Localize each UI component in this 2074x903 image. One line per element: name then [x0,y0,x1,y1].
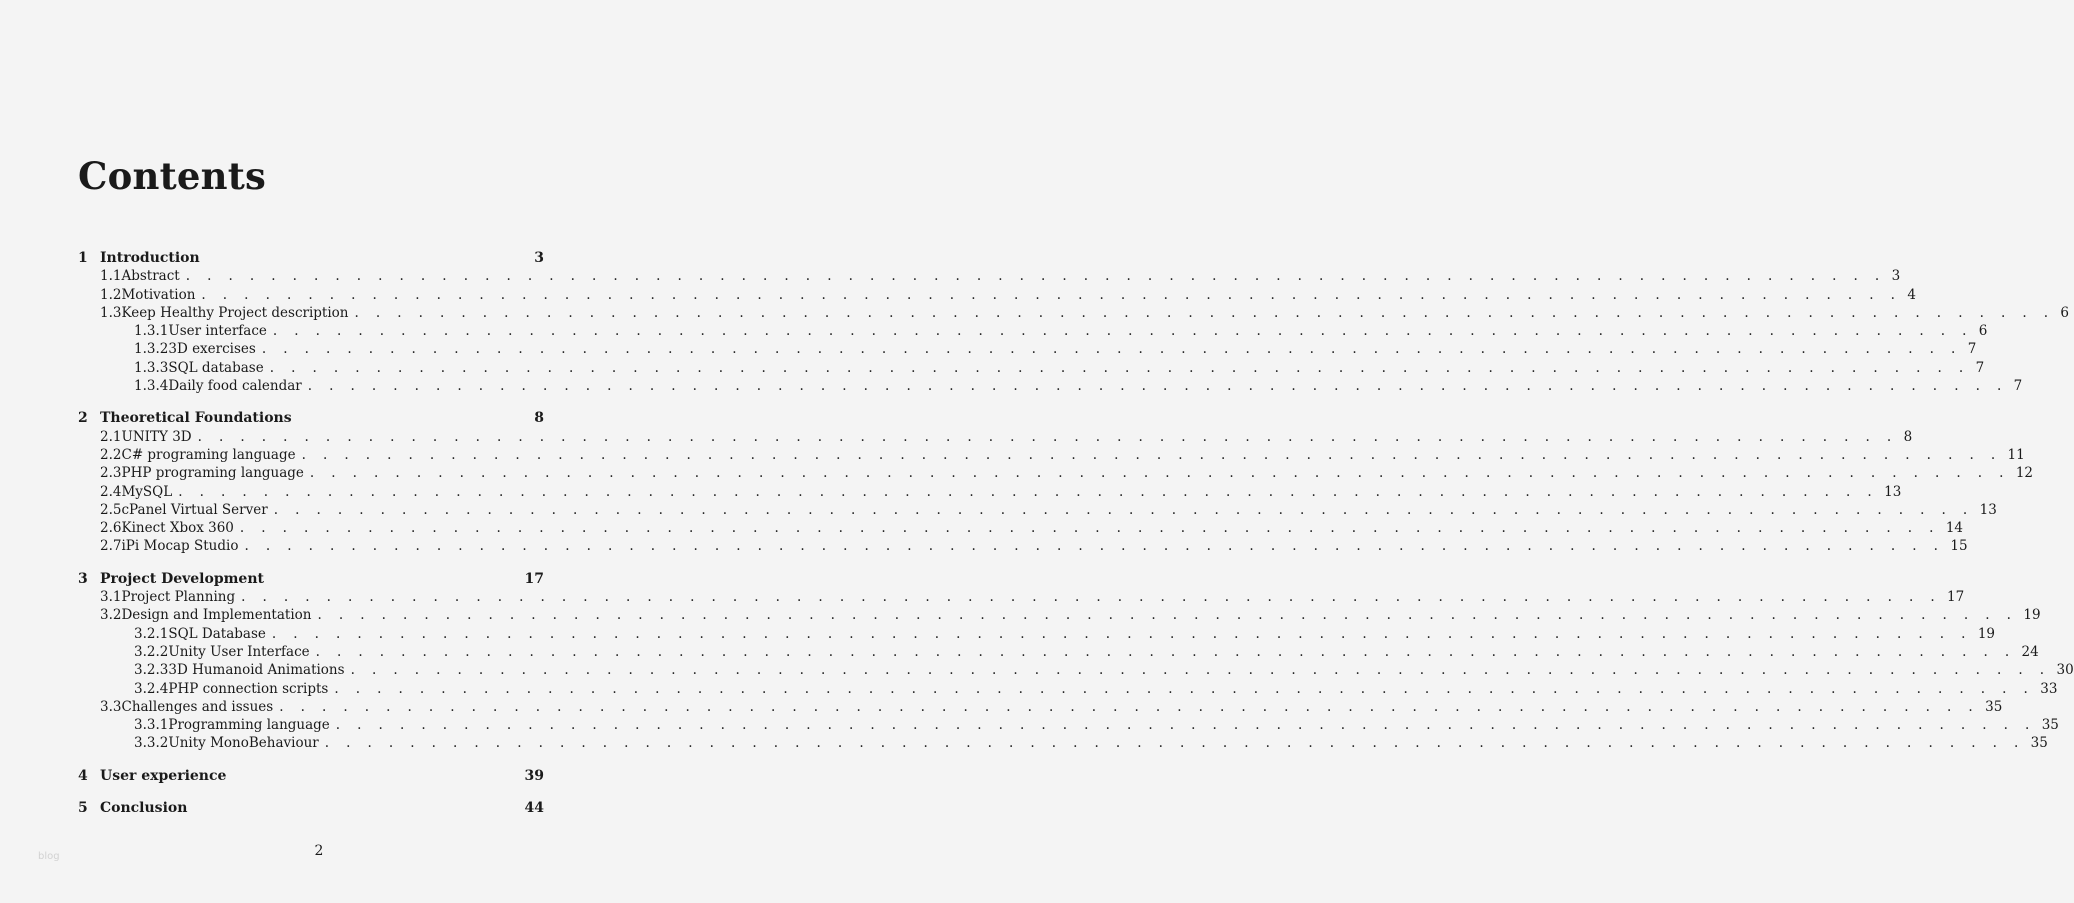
toc-chapter[interactable] [78,409,544,427]
entry-number: 3.2.3 [134,662,169,679]
entry-title: iPi Mocap Studio [121,538,239,555]
entry-page: 6 [2060,304,2070,321]
entry-title: Programming language [168,717,330,734]
entry-page: 6 [1978,323,1988,340]
entry-number: 2.2 [100,446,122,463]
chapter-number: 5 [78,800,88,817]
chapter-number: 3 [78,570,88,587]
entry-page: 11 [2007,446,2025,463]
entry-page: 35 [2030,735,2048,752]
toc-section[interactable] [78,519,1964,537]
entry-page: 24 [2021,643,2039,660]
dot-leader: . . . . . . . . . . . . . . . . . . . . . . . . . . . . . . . . . . . . . . . . . . . . . . . . . . . . . . . . . . . . . . . . . . . . . . . . . . . . . . . . [307,378,2008,395]
entry-page: 15 [1950,538,1968,555]
entry-title: Abstract [121,268,180,285]
toc-section[interactable] [78,483,1902,501]
entry-page: 7 [1967,341,1977,358]
toc-section[interactable] [78,304,2070,322]
chapter-gap [78,395,544,409]
toc-section[interactable] [78,606,2041,624]
page-number: 2 [314,843,324,859]
dot-leader: . . . . . . . . . . . . . . . . . . . . . . . . . . . . . . . . . . . . . . . . . . . . . . . . . . . . . . . . . . . . . . . . . . . . . . . . . . . . . . . . [354,304,2055,321]
dot-leader: . . . . . . . . . . . . . . . . . . . . . . . . . . . . . . . . . . . . . . . . . . . . . . . . . . . . . . . . . . . . . . . . . . . . . . . . . . . . . . . . [244,538,1945,555]
entry-page: 19 [2023,607,2041,624]
entry-number: 2.5 [100,501,122,518]
toc-subsection[interactable] [78,734,2048,752]
entry-number: 1.3 [100,304,122,321]
toc-section[interactable] [78,698,2003,716]
entry-title: Kinect Xbox 360 [121,520,234,537]
entry-page: 33 [2040,680,2058,697]
chapter-title: Conclusion [100,800,188,817]
entry-number: 2.3 [100,465,122,482]
toc-chapter[interactable] [78,799,544,817]
page-title: Contents [78,154,267,198]
toc-section[interactable] [78,537,1968,555]
dot-leader: . . . . . . . . . . . . . . . . . . . . . . . . . . . . . . . . . . . . . . . . . . . . . . . . . . . . . . . . . . . . . . . . . . . . . . . . . . . . . . . . [197,428,1898,445]
dot-leader: . . . . . . . . . . . . . . . . . . . . . . . . . . . . . . . . . . . . . . . . . . . . . . . . . . . . . . . . . . . . . . . . . . . . . . . . . . . . . . . . [201,286,1902,303]
chapter-page: 17 [524,570,544,587]
entry-number: 2.7 [100,538,122,555]
toc-chapter[interactable] [78,249,544,267]
dot-leader: . . . . . . . . . . . . . . . . . . . . . . . . . . . . . . . . . . . . . . . . . . . . . . . . . . . . . . . . . . . . . . . . . . . . . . . . . . . . . . . . [301,446,2002,463]
entry-title: Keep Healthy Project description [121,304,349,321]
toc-subsection[interactable] [78,716,2059,734]
chapter-gap [78,785,544,799]
entry-number: 1.3.2 [134,341,169,358]
toc-subsection[interactable] [78,625,1995,643]
entry-title: Unity MonoBehaviour [168,735,319,752]
entry-number: 2.6 [100,520,122,537]
toc-subsection[interactable] [78,643,2039,661]
toc-section[interactable] [78,501,1997,519]
dot-leader: . . . . . . . . . . . . . . . . . . . . . . . . . . . . . . . . . . . . . . . . . . . . . . . . . . . . . . . . . . . . . . . . . . . . . . . . . . . . . . . . [334,680,2035,697]
dot-leader: . . . . . . . . . . . . . . . . . . . . . . . . . . . . . . . . . . . . . . . . . . . . . . . . . . . . . . . . . . . . . . . . . . . . . . . . . . . . . . . . [178,483,1879,500]
dot-leader: . . . . . . . . . . . . . . . . . . . . . . . . . . . . . . . . . . . . . . . . . . . . . . . . . . . . . . . . . . . . . . . . . . . . . . . . . . . . . . . . [269,359,1970,376]
entry-title: Challenges and issues [121,698,274,715]
toc-section[interactable] [78,464,2034,482]
entry-title: Project Planning [121,589,236,606]
entry-page: 8 [1903,428,1913,445]
entry-number: 3.2.1 [134,625,169,642]
chapter-title: User experience [100,767,227,784]
chapter-gap [78,556,544,570]
dot-leader: . . . . . . . . . . . . . . . . . . . . . . . . . . . . . . . . . . . . . . . . . . . . . . . . . . . . . . . . . . . . . . . . . . . . . . . . . . . . . . . . [335,717,2036,734]
entry-page: 35 [2041,717,2059,734]
toc-section[interactable] [78,588,1965,606]
toc-subsection[interactable] [78,340,1977,358]
toc-subsection[interactable] [78,322,1988,340]
entry-number: 2.1 [100,428,122,445]
dot-leader: . . . . . . . . . . . . . . . . . . . . . . . . . . . . . . . . . . . . . . . . . . . . . . . . . . . . . . . . . . . . . . . . . . . . . . . . . . . . . . . . [271,625,1972,642]
entry-number: 3.2.2 [134,643,169,660]
entry-number: 3.2.4 [134,680,169,697]
entry-page: 35 [1985,698,2003,715]
entry-title: PHP connection scripts [168,680,329,697]
entry-page: 13 [1884,483,1902,500]
entry-title: PHP programing language [121,465,304,482]
dot-leader: . . . . . . . . . . . . . . . . . . . . . . . . . . . . . . . . . . . . . . . . . . . . . . . . . . . . . . . . . . . . . . . . . . . . . . . . . . . . . . . . [272,323,1973,340]
toc-section[interactable] [78,267,1901,285]
entry-number: 1.3.3 [134,359,169,376]
entry-page: 13 [1979,501,1997,518]
toc-subsection[interactable] [78,680,2058,698]
entry-title: Motivation [121,286,196,303]
entry-number: 3.3 [100,698,122,715]
chapter-title: Project Development [100,570,264,587]
dot-leader: . . . . . . . . . . . . . . . . . . . . . . . . . . . . . . . . . . . . . . . . . . . . . . . . . . . . . . . . . . . . . . . . . . . . . . . . . . . . . . . . [279,698,1980,715]
entry-number: 3.1 [100,589,122,606]
dot-leader: . . . . . . . . . . . . . . . . . . . . . . . . . . . . . . . . . . . . . . . . . . . . . . . . . . . . . . . . . . . . . . . . . . . . . . . . . . . . . . . . [324,735,2025,752]
entry-title: C# programing language [121,446,296,463]
chapter-number: 2 [78,410,88,427]
chapter-page: 3 [534,250,544,266]
toc-subsection[interactable] [78,377,2023,395]
entry-title: SQL database [168,359,264,376]
entry-number: 1.1 [100,268,122,285]
dot-leader: . . . . . . . . . . . . . . . . . . . . . . . . . . . . . . . . . . . . . . . . . . . . . . . . . . . . . . . . . . . . . . . . . . . . . . . . . . . . . . . . [309,465,2010,482]
entry-title: SQL Database [168,625,266,642]
entry-page: 7 [1975,359,1985,376]
entry-title: MySQL [121,483,173,500]
dot-leader: . . . . . . . . . . . . . . . . . . . . . . . . . . . . . . . . . . . . . . . . . . . . . . . . . . . . . . . . . . . . . . . . . . . . . . . . . . . . . . . . [317,607,2018,624]
chapter-number: 1 [78,250,88,266]
entry-number: 3.3.2 [134,735,169,752]
chapter-page: 39 [524,767,544,784]
entry-page: 30 [2056,662,2074,679]
entry-number: 1.3.4 [134,378,169,395]
entry-page: 19 [1977,625,1995,642]
dot-leader: . . . . . . . . . . . . . . . . . . . . . . . . . . . . . . . . . . . . . . . . . . . . . . . . . . . . . . . . . . . . . . . . . . . . . . . . . . . . . . . . [261,341,1962,358]
chapter-page: 44 [524,800,544,817]
watermark: blog [38,851,60,862]
chapter-title: Theoretical Foundations [100,410,292,427]
entry-title: cPanel Virtual Server [121,501,268,518]
entry-number: 1.3.1 [134,323,169,340]
dot-leader: . . . . . . . . . . . . . . . . . . . . . . . . . . . . . . . . . . . . . . . . . . . . . . . . . . . . . . . . . . . . . . . . . . . . . . . . . . . . . . . . [350,662,2051,679]
entry-page: 12 [2015,465,2034,482]
dot-leader: . . . . . . . . . . . . . . . . . . . . . . . . . . . . . . . . . . . . . . . . . . . . . . . . . . . . . . . . . . . . . . . . . . . . . . . . . . . . . . . . [241,589,1942,606]
entry-number: 3.2 [100,607,122,624]
entry-title: 3D exercises [168,341,256,358]
toc-subsection[interactable] [78,359,1985,377]
chapter-title: Introduction [100,250,200,266]
chapter-gap [78,753,544,767]
toc-section[interactable] [78,428,1913,446]
entry-title: Design and Implementation [121,607,312,624]
toc-chapter[interactable] [78,767,544,785]
entry-title: Daily food calendar [168,378,302,395]
dot-leader: . . . . . . . . . . . . . . . . . . . . . . . . . . . . . . . . . . . . . . . . . . . . . . . . . . . . . . . . . . . . . . . . . . . . . . . . . . . . . . . . [239,520,1940,537]
dot-leader: . . . . . . . . . . . . . . . . . . . . . . . . . . . . . . . . . . . . . . . . . . . . . . . . . . . . . . . . . . . . . . . . . . . . . . . . . . . . . . . . [273,501,1974,518]
dot-leader: . . . . . . . . . . . . . . . . . . . . . . . . . . . . . . . . . . . . . . . . . . . . . . . . . . . . . . . . . . . . . . . . . . . . . . . . . . . . . . . . [185,268,1886,285]
chapter-page: 8 [534,410,544,427]
entry-number: 3.3.1 [134,717,169,734]
entry-page: 3 [1891,268,1901,285]
table-of-contents [78,249,2074,817]
entry-page: 17 [1947,589,1965,606]
toc-subsection[interactable] [78,661,2074,679]
entry-page: 14 [1945,520,1964,537]
entry-title: User interface [168,323,267,340]
entry-title: 3D Humanoid Animations [168,662,345,679]
entry-number: 2.4 [100,483,122,500]
chapter-number: 4 [78,767,88,784]
entry-page: 4 [1907,286,1916,303]
entry-number: 1.2 [100,286,122,303]
entry-page: 7 [2013,378,2023,395]
dot-leader: . . . . . . . . . . . . . . . . . . . . . . . . . . . . . . . . . . . . . . . . . . . . . . . . . . . . . . . . . . . . . . . . . . . . . . . . . . . . . . . . [315,643,2016,660]
entry-title: Unity User Interface [168,643,310,660]
entry-title: UNITY 3D [121,428,192,445]
toc-chapter[interactable] [78,570,544,588]
toc-section[interactable] [78,446,2025,464]
toc-section[interactable] [78,286,1916,304]
